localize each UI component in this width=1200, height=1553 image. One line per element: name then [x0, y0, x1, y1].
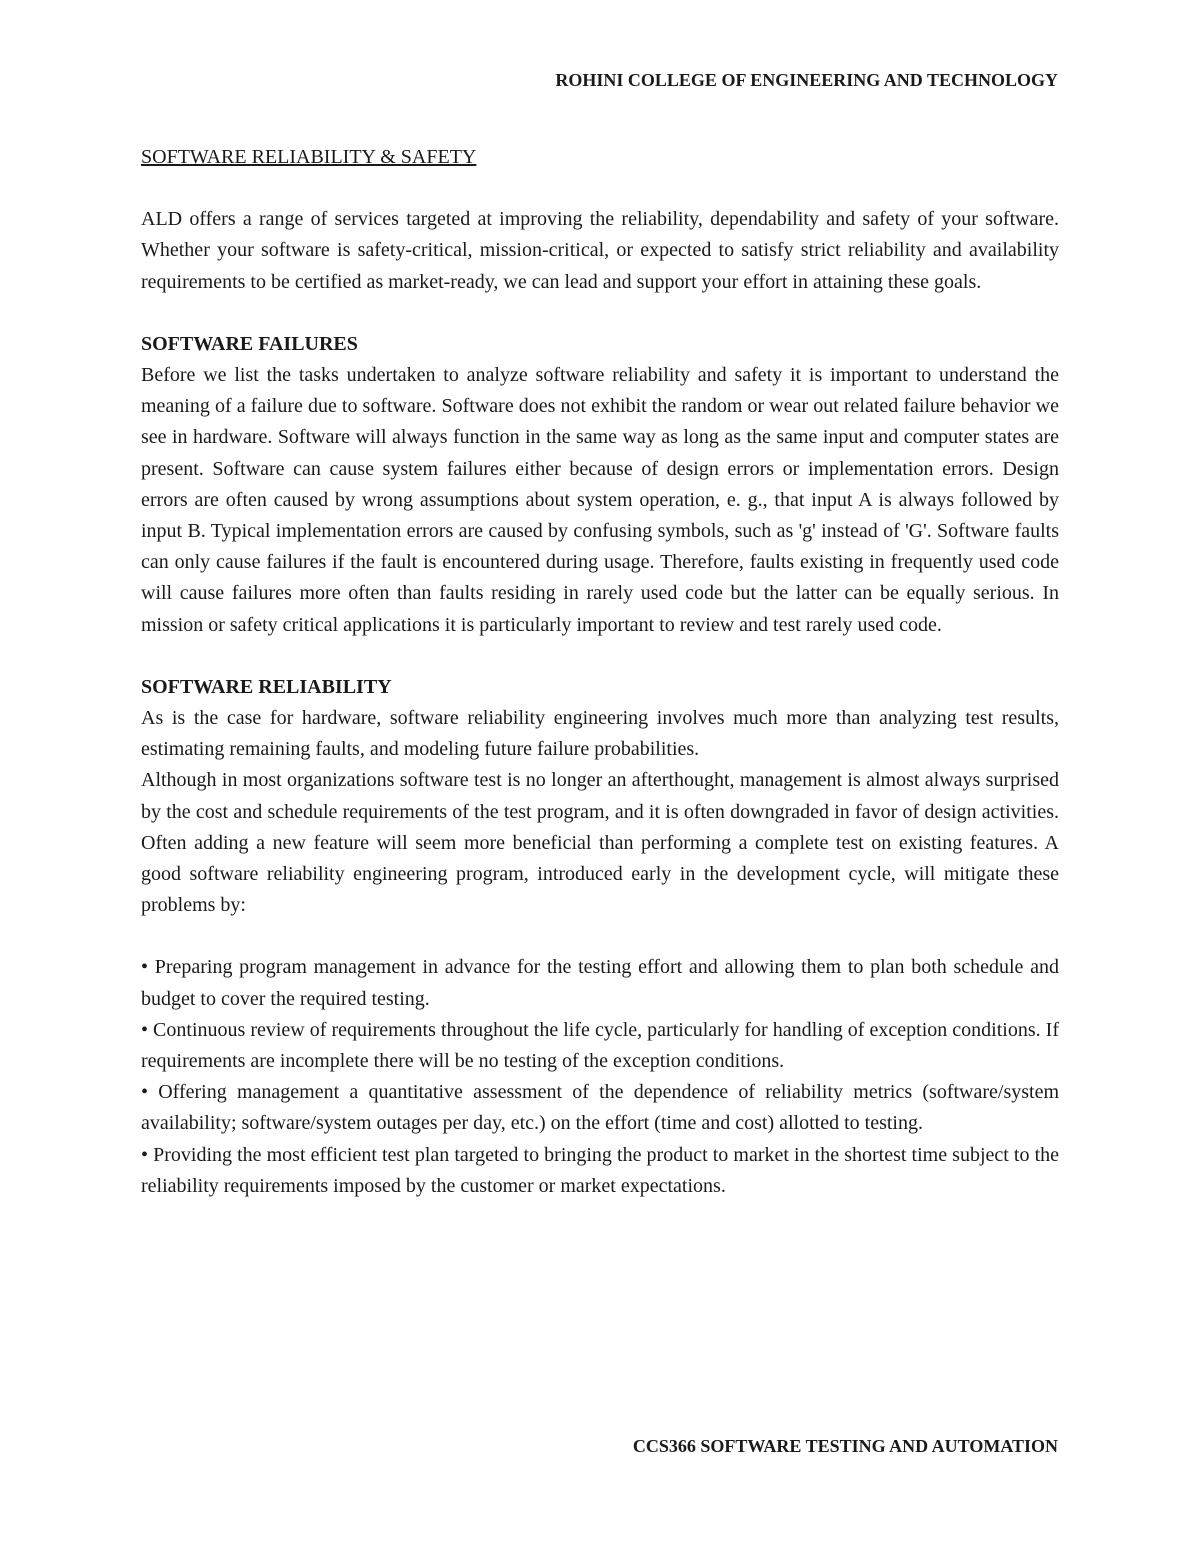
intro-paragraph: ALD offers a range of services targeted at improving the reliability, dependability and safety of your software. Whether your software is safety-critical, mission-critical, or expected to satisfy strict reliability and availability requirements to be certified as market-ready, we can lead and support your effort in attaining these goals.	[141, 208, 1059, 293]
document-title: SOFTWARE RELIABILITY & SAFETY	[141, 146, 477, 168]
page-header: ROHINI COLLEGE OF ENGINEERING AND TECHNOLOGY	[555, 70, 1058, 90]
bullet-item-3: • Offering management a quantitative assessment of the dependence of reliability metrics (software/system availability; software/system outages per day, etc.) on the effort (time and cost) allotted to testing.	[141, 1081, 1059, 1135]
reliability-paragraph-2: Although in most organizations software test is no longer an afterthought, management is almost always surprised by the cost and schedule requirements of the test program, and it is often downgraded in favor of design activities. Often adding a new feature will seem more beneficial than performing a complete test on existing features. A good software reliability engineering program, introduced early in the development cycle, will mitigate these problems by:	[141, 769, 1059, 917]
bullet-item-2: • Continuous review of requirements throughout the life cycle, particularly for handling of exception conditions. If requirements are incomplete there will be no testing of the exception conditions.	[141, 1018, 1059, 1073]
document-body	[141, 142, 1059, 1202]
reliability-heading: SOFTWARE RELIABILITY	[141, 675, 392, 698]
reliability-paragraph-1: As is the case for hardware, software reliability engineering involves much more than analyzing test results, estimating remaining faults, and modeling future failure probabilities.	[141, 707, 1059, 761]
failures-paragraph: Before we list the tasks undertaken to analyze software reliability and safety it is important to understand the meaning of a failure due to software. Software does not exhibit the random or wear out related failure behavior we see in hardware. Software will always function in the same way as long as the same input and computer states are present. Software can cause system failures either because of design errors or implementation errors. Design errors are often caused by wrong assumptions about system operation, e. g., that input A is always followed by input B. Typical implementation errors are caused by confusing symbols, such as 'g' instead of 'G'. Software faults can only cause failures if the fault is encountered during usage. Therefore, faults existing in frequently used code will cause failures more often than faults residing in rarely used code but the latter can be equally serious. In mission or safety critical applications it is particularly important to review and test rarely used code.	[141, 364, 1059, 636]
bullet-item-1: • Preparing program management in advance for the testing effort and allowing them to plan both schedule and budget to cover the required testing.	[141, 956, 1059, 1010]
page-footer: CCS366 SOFTWARE TESTING AND AUTOMATION	[632, 1436, 1058, 1456]
bullet-item-4: • Providing the most efficient test plan targeted to bringing the product to market in the shortest time subject to the reliability requirements imposed by the customer or market expectations.	[141, 1143, 1059, 1197]
failures-heading: SOFTWARE FAILURES	[141, 332, 358, 355]
